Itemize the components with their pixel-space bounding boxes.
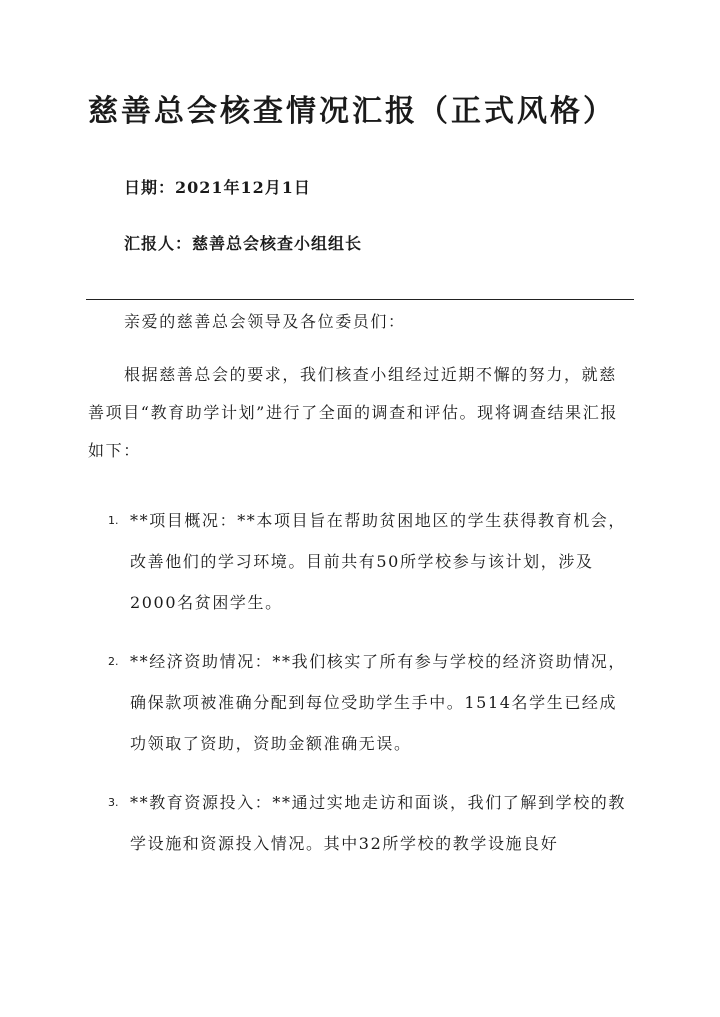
list-item-number: 3. bbox=[108, 796, 119, 809]
horizontal-divider bbox=[86, 299, 634, 300]
intro-paragraph: 根据慈善总会的要求，我们核查小组经过近期不懈的努力，就慈善项目“教育助学计划”进行了全面的调查和评估。现将调查结果汇报如下： bbox=[88, 365, 618, 460]
greeting-paragraph: 亲爱的慈善总会领导及各位委员们： bbox=[124, 312, 406, 331]
list-item-number: 2. bbox=[108, 655, 119, 668]
document-title: 慈善总会核查情况汇报（正式风格） bbox=[88, 94, 616, 129]
list-item bbox=[88, 782, 634, 864]
list-item-wrapper-1 bbox=[88, 500, 634, 623]
list-item-text: **经济资助情况：**我们核实了所有参与学校的经济资助情况，确保款项被准确分配到每位受助学生手中。1514名学生已经成功领取了资助，资助金额准确无误。 bbox=[130, 652, 627, 753]
list-item-text: **教育资源投入：**通过实地走访和面谈，我们了解到学校的教学设施和资源投入情况。其中32所学校的教学设施良好 bbox=[130, 793, 627, 853]
list-item bbox=[88, 500, 634, 623]
list-item-wrapper-3 bbox=[88, 782, 634, 872]
list-item-number: 1. bbox=[108, 514, 119, 527]
list-item-text: **项目概况：**本项目旨在帮助贫困地区的学生获得教育机会，改善他们的学习环境。目前共有50所学校参与该计划，涉及2000名贫困学生。 bbox=[130, 511, 627, 612]
list-item bbox=[88, 641, 634, 764]
report-date: 日期：2021年12月1日 bbox=[124, 178, 311, 197]
list-item-wrapper-2 bbox=[88, 641, 634, 764]
report-author: 汇报人：慈善总会核查小组组长 bbox=[124, 234, 363, 253]
